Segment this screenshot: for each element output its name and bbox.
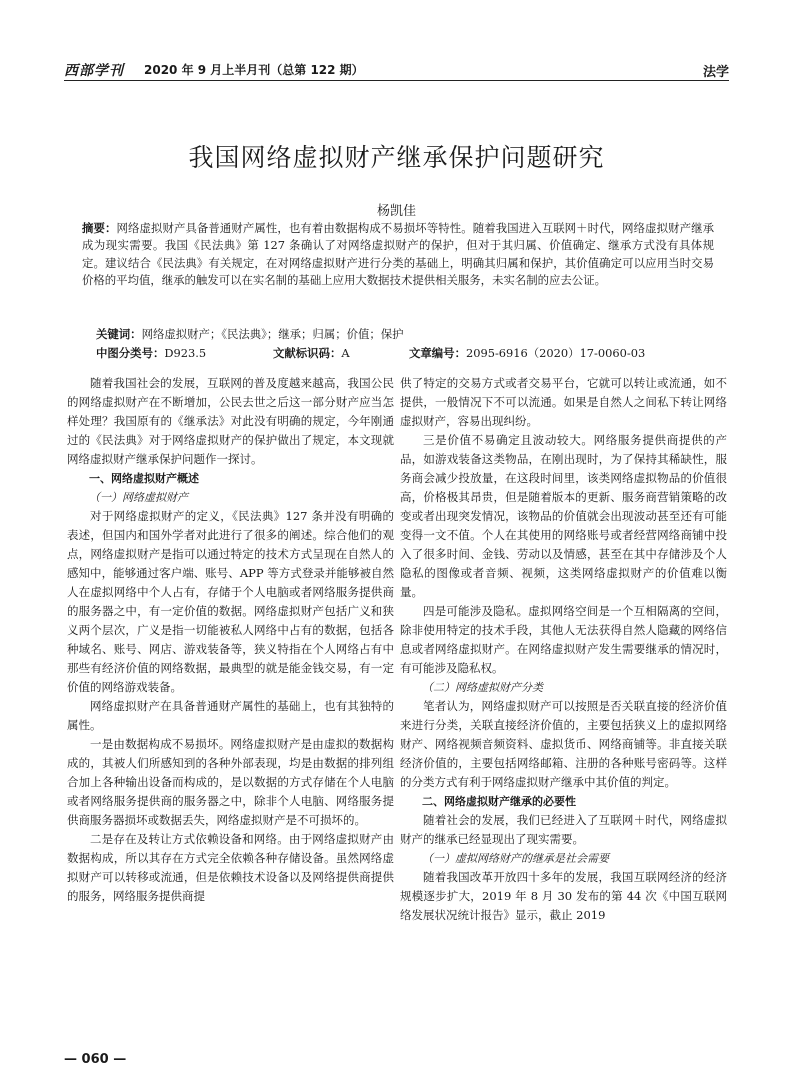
clc-label: 中图分类号： xyxy=(96,346,165,360)
subsection-heading: （一）虚拟网络财产的继承是社会需要 xyxy=(422,852,609,865)
section-label: 法学 xyxy=(702,65,729,80)
paragraph: 三是价值不易确定且波动较大。网络服务提供商提供的产品，如游戏装备这类物品，在刚出现时，为了保持其稀缺性，服务商会减少投放量，在这段时间里，该类网络虚拟物品的价值很高，价格极其昂贵，但是随着版本的更新、服务商营销策略的改变或者出现突发情况，该物品的价值就会出现波动甚至还有可能变得一文不值。个人在其使用的网络账号或者经营网络商铺中投入了很多时间、金钱、劳动以及情感，甚至在其中存储涉及个人隐私的图像或者音频、视频，这类网络虚拟财产的价值难以衡量。 xyxy=(400,433,727,599)
right-column xyxy=(400,374,727,925)
paragraph: 随着我国改革开放四十多年的发展，我国互联网经济的经济规模逐步扩大，2019 年 8 月 30 发布的第 44 次《中国互联网络发展状况统计报告》显示，截止 2019 xyxy=(400,870,727,922)
doc-code-group xyxy=(273,345,350,362)
keywords xyxy=(96,326,716,343)
left-column xyxy=(67,374,394,906)
article-number-value: 2095-6916（2020）17-0060-03 xyxy=(465,346,646,360)
clc-group xyxy=(96,345,206,362)
paragraph: 随着社会的发展，我们已经进入了互联网＋时代，网络虚拟财产的继承已经显现出了现实需要。 xyxy=(400,813,727,846)
paragraph: 网络虚拟财产在具备普通财产属性的基础上，也有其独特的属性。 xyxy=(67,699,394,732)
paragraph: 二是存在及转让方式依赖设备和网络。由于网络虚拟财产由数据构成，所以其存在方式完全依赖各种存储设备。虽然网络虚拟财产可以转移或流通，但是依赖技术设备以及网络提供商提供的服务，网络服务提供商提 xyxy=(67,832,394,903)
doc-code-value: A xyxy=(341,346,350,360)
section-heading: 一、网络虚拟财产概述 xyxy=(89,472,199,485)
doc-code-label: 文献标识码： xyxy=(273,346,342,360)
journal-logo: 西部学刊 xyxy=(64,63,124,79)
article-number-group xyxy=(409,345,645,362)
article-author: 杨凯佳 xyxy=(376,204,416,219)
paragraph-continued: 供了特定的交易方式或者交易平台，它就可以转让或流通，如不提供，一般情况下不可以流通。如果是自然人之间私下转让网络虚拟财产，容易出现纠纷。 xyxy=(400,376,727,428)
section-heading: 二、网络虚拟财产继承的必要性 xyxy=(422,795,576,808)
journal-issue: 2020 年 9 月上半月刊（总第 122 期） xyxy=(144,63,364,77)
paragraph: 一是由数据构成不易损坏。网络虚拟财产是由虚拟的数据构成的，其被人们所感知到的各种外部表现，均是由数据的排列组合加上各种输出设备而构成的，是以数据的方式存储在个人电脑或者网络服务提供商的服务器之中，除非个人电脑、网络服务提供商服务器损坏或数据丢失，网络虚拟财产是不可损坏的。 xyxy=(67,737,394,827)
subsection-heading: （一）网络虚拟财产 xyxy=(89,491,188,504)
article-number-label: 文章编号： xyxy=(409,346,466,360)
abstract-label: 摘要： xyxy=(82,221,117,235)
abstract-text: 网络虚拟财产具备普通财产属性，也有着由数据构成不易损坏等特性。随着我国进入互联网＋时代，网络虚拟财产继承成为现实需要。我国《民法典》第 127 条确认了对网络虚拟财产的保护，但对于其归属、价值确定、继承方式没有具体规定。建议结合《民法典》有关规定，在对网络虚拟财产进行分类的基础上，明确其归属和保护，其价值确定可以应用当时交易价格的平均值，继承的触发可以在实名制的基础上应用大数据技术提供相关服务，未实名制的应去公证。 xyxy=(82,221,714,287)
keywords-label: 关键词： xyxy=(96,327,142,341)
paragraph: 对于网络虚拟财产的定义，《民法典》127 条并没有明确的表述，但国内和国外学者对此进行了很多的阐述。综合他们的观点，网络虚拟财产是指可以通过特定的技术方式呈现在自然人的感知中，能够通过客户端、账号、APP 等方式登录并能够被自然人在虚拟网络中个人占有，存储于个人电脑或者网络服务提供商的服务器之中，有一定价值的数据。网络虚拟财产包括广义和狭义两个层次，广义是指一切能被私人网络中占有的数据，包括各种域名、账号、网店、游戏装备等，狭义特指在个人网络占有中那些有经济价值的网络数据，最典型的就是能金钱交易，有一定价值的网络游戏装备。 xyxy=(67,509,394,694)
abstract xyxy=(82,220,714,289)
subsection-heading: （二）网络虚拟财产分类 xyxy=(422,681,543,694)
clc-value: D923.5 xyxy=(164,346,207,360)
paragraph: 笔者认为，网络虚拟财产可以按照是否关联直接的经济价值来进行分类，关联直接经济价值的，主要包括狭义上的虚拟网络财产、网络视频音频资料、虚拟货币、网络商铺等。非直接关联经济价值的，主要包括网络邮箱、注册的各种账号密码等。这样的分类方式有利于网络虚拟财产继承中其价值的判定。 xyxy=(400,699,727,789)
keywords-text: 网络虚拟财产；《民法典》；继承；归属；价值；保护 xyxy=(141,327,404,341)
article-title: 我国网络虚拟财产继承保护问题研究 xyxy=(188,143,605,172)
paragraph: 四是可能涉及隐私。虚拟网络空间是一个互相隔离的空间，除非使用特定的技术手段，其他人无法获得自然人隐藏的网络信息或者网络虚拟财产。在网络虚拟财产发生需要继承的情况时，有可能涉及隐私权。 xyxy=(400,604,727,675)
page-number: — 060 — xyxy=(64,1052,127,1067)
paragraph: 随着我国社会的发展，互联网的普及度越来越高，我国公民的网络虚拟财产在不断增加，公民去世之后这一部分财产应当怎样处理？我国原有的《继承法》对此没有明确的规定，今年刚通过的《民法典》对于网络虚拟财产的保护做出了规定，本文现就网络虚拟财产继承保护问题作一探讨。 xyxy=(67,376,394,466)
running-header xyxy=(64,58,729,81)
classification-line xyxy=(96,345,716,363)
